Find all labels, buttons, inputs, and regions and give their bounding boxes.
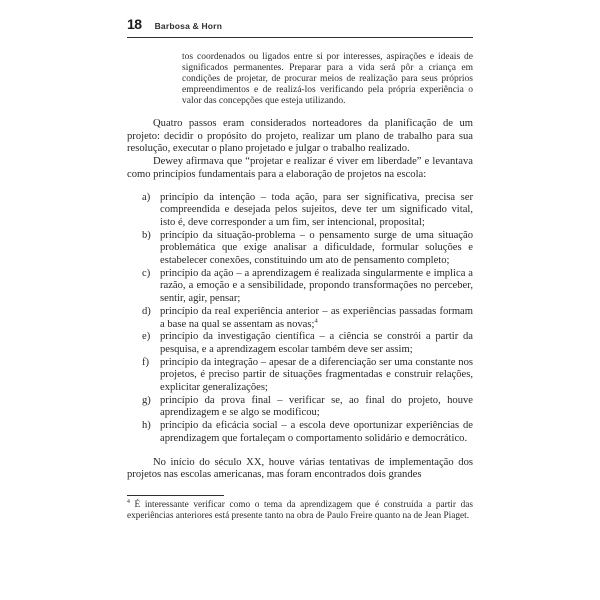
footnote-block bbox=[127, 495, 473, 523]
list-item-marker: e) bbox=[142, 331, 151, 343]
list-item-marker: d) bbox=[142, 305, 151, 317]
list-item-marker: a) bbox=[142, 191, 151, 203]
list-item-marker: c) bbox=[142, 267, 151, 279]
list-item-marker: f) bbox=[142, 356, 150, 368]
paragraph-dewey: Dewey afirmava que “projetar e realizar é viver em liberdade” e levantava como princípios fundamentais para a elaboração de projetos na escola: bbox=[127, 156, 473, 180]
running-header bbox=[127, 16, 473, 38]
paragraph-closing: No início do século XX, houve várias tentativas de implementação dos projetos nas escolas americanas, mas foram encontrados dois grandes bbox=[127, 456, 473, 481]
book-page bbox=[127, 16, 473, 523]
block-quote: tos coordenados ou ligados entre si por interesses, aspirações e ideais de significados permanentes. Preparar para a vida será pôr a criança em condições de projetar, de procurar meios de realização para seus próprios empreendimentos e de realizá-los verificando pela própria experiência o valor das concepções que esteja utilizando. bbox=[182, 52, 473, 106]
list-item bbox=[127, 306, 473, 331]
list-item-text: princípio da real experiência anterior – as experiências passadas formam a base na qual se assentam as novas; bbox=[160, 305, 473, 330]
list-item-text: princípio da investigação científica – a ciência se constrói a partir da pesquisa, e a aprendizagem escolar também deve ser assim; bbox=[160, 331, 473, 355]
list-item-marker: h) bbox=[142, 420, 151, 432]
list-item-text: princípio da integração – apesar de a diferenciação ser uma constante nos projetos, é preciso partir de situações fragmentadas e construir relações, explicitar generalizações; bbox=[160, 356, 473, 394]
footnote-marker: 4 bbox=[127, 498, 130, 505]
list-item bbox=[127, 192, 473, 230]
list-item-text: princípio da situação-problema – o pensamento surge de uma situação problemática que exige analisar a dificuldade, formular soluções e estabelecer conexões, constituindo um ato de pensamento completo; bbox=[160, 229, 473, 267]
list-item bbox=[127, 268, 473, 306]
list-item-marker: g) bbox=[142, 394, 151, 406]
list-item-text: princípio da prova final – verificar se, ao final do projeto, houve aprendizagem e se algo se modificou; bbox=[160, 394, 473, 419]
list-item bbox=[127, 420, 473, 445]
list-item bbox=[127, 395, 473, 420]
list-item-text: princípio da intenção – toda ação, para ser significativa, precisa ser compreendida e desejada pelos sujeitos, deve ter um significado vital, isto é, deve corresponder a um fim, ser intencional, proposital; bbox=[160, 191, 473, 228]
footnote-text: É interessante verificar como o tema da aprendizagem que é construída a partir das experiências anteriores está presente tanto na obra de Paulo Freire quanto na de Jean Piaget. bbox=[127, 499, 474, 522]
footnote bbox=[127, 500, 473, 523]
list-item-marker: b) bbox=[142, 229, 151, 241]
list-item-text: princípio da eficácia social – a escola deve oportunizar experiências de aprendizagem que fortaleçam o comportamento solidário e democrático. bbox=[160, 420, 473, 444]
list-item bbox=[127, 230, 473, 268]
list-item-text: princípio da ação – a aprendizagem é realizada singularmente e implica a razão, a emoção e a sensibilidade, propondo transformações no perceber, sentir, agir, pensar; bbox=[160, 267, 473, 305]
running-head-authors: Barbosa & Horn bbox=[154, 21, 223, 31]
footnote-separator-rule bbox=[127, 495, 224, 496]
list-item bbox=[127, 357, 473, 395]
footnote-reference: 4 bbox=[314, 317, 318, 325]
paragraph-four-steps: Quatro passos eram considerados norteadores da planificação de um projeto: decidir o propósito do projeto, realizar um plano de trabalho para sua resolução, executar o plano projetado e julgar o trabalho realizado. bbox=[127, 118, 473, 155]
page-number: 18 bbox=[127, 16, 142, 32]
principles-list bbox=[127, 192, 473, 446]
list-item bbox=[127, 331, 473, 356]
